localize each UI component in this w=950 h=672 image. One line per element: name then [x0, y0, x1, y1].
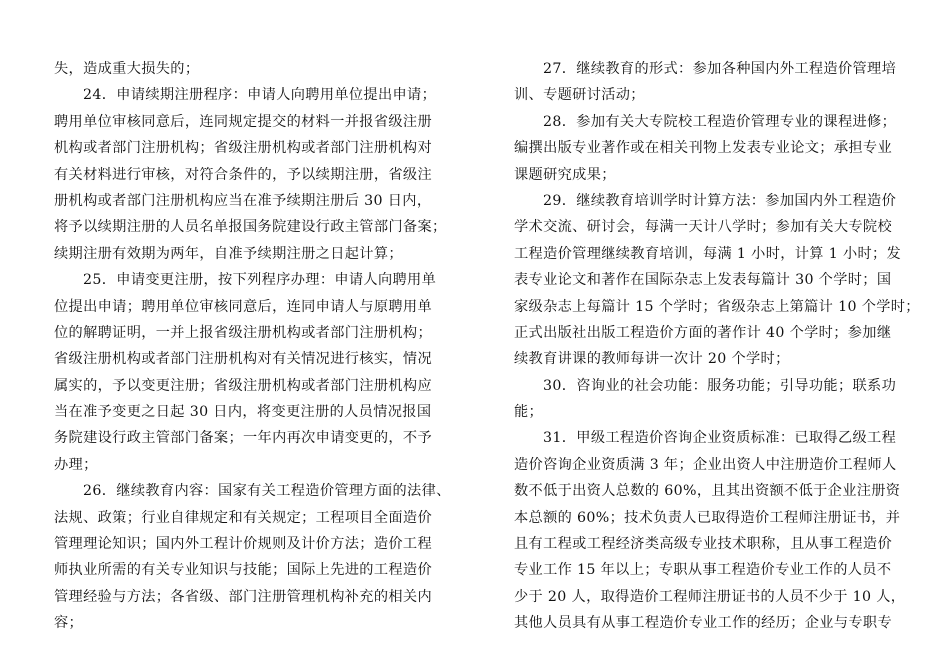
- text-line: 师执业所需的有关专业知识与技能；国际上先进的工程造价: [54, 562, 432, 579]
- text-line: 能；: [514, 404, 544, 421]
- text-line: 工程造价管理继续教育培训，每满 1 小时，计算 1 小时；发: [514, 245, 902, 262]
- text-line: 少于 20 人，取得造价工程师注册证书的人员不少于 10 人，: [514, 588, 906, 605]
- text-line: 专业工作 15 年以上；专职从事工程造价专业工作的人员不: [514, 562, 892, 579]
- text-line: 册机构或者部门注册机构应当在准予续期注册后 30 日内，: [54, 192, 432, 209]
- text-line: 位的解聘证明，一并上报省级注册机构或者部门注册机构；: [54, 324, 432, 341]
- text-line: 27．继续教育的形式：参加各种国内外工程造价管理培: [543, 61, 897, 77]
- text-line: 务院建设行政主管部门备案；一年内再次申请变更的，不予: [54, 430, 432, 447]
- text-line: 聘用单位审核同意后，连同规定提交的材料一并报省级注册: [54, 113, 432, 130]
- text-line: 训、专题研讨活动；: [514, 87, 645, 104]
- text-line: 法规、政策；行业自律规定和有关规定；工程项目全面造价: [54, 509, 432, 526]
- right-column: [514, 56, 920, 637]
- left-column: [54, 56, 456, 637]
- text-line: 家级杂志上每篇计 15 个学时；省级杂志上第篇计 10 个学时；: [514, 298, 920, 315]
- text-line: 31．甲级工程造价咨询企业资质标准：已取得乙级工程: [543, 430, 897, 447]
- text-line: 本总额的 60%；技术负责人已取得造价工程师注册证书，并: [514, 509, 901, 526]
- text-line: 省级注册机构或者部门注册机构对有关情况进行核实，情况: [54, 351, 432, 368]
- text-line: 管理理论知识；国内外工程计价规则及计价方法；造价工程: [54, 536, 432, 553]
- text-line: 续教育讲课的教师每讲一次计 20 个学时；: [514, 351, 790, 368]
- text-line: 办理；: [54, 456, 98, 473]
- text-line: 编撰出版专业著作或在相关刊物上发表专业论文；承担专业: [514, 140, 892, 157]
- text-line: 课题研究成果；: [514, 166, 616, 183]
- text-line: 续期注册有效期为两年，自准予续期注册之日起计算；: [54, 245, 403, 262]
- text-line: 30．咨询业的社会功能：服务功能；引导功能；联系功: [543, 377, 897, 394]
- text-line: 有关材料进行审核，对符合条件的，予以续期注册，省级注: [54, 166, 432, 183]
- text-line: 24．申请续期注册程序：申请人向聘用单位提出申请；: [83, 87, 437, 104]
- text-line: 失，造成重大损失的；: [54, 61, 200, 77]
- text-line: 位提出申请；聘用单位审核同意后，连同申请人与原聘用单: [54, 298, 432, 315]
- text-line: 其他人员具有从事工程造价专业工作的经历；企业与专职专: [514, 615, 892, 632]
- text-line: 当在准予变更之日起 30 日内，将变更注册的人员情况报国: [54, 404, 432, 421]
- text-line: 表专业论文和著作在国际杂志上发表每篇计 30 个学时；国: [514, 272, 892, 289]
- text-line: 管理经验与方法；各省级、部门注册管理机构补充的相关内: [54, 588, 432, 605]
- text-line: 数不低于出资人总数的 60%，且其出资额不低于企业注册资: [514, 483, 901, 500]
- text-line: 29．继续教育培训学时计算方法：参加国内外工程造价: [543, 192, 897, 209]
- text-line: 且有工程或工程经济类高级专业技术职称，且从事工程造价: [514, 536, 892, 553]
- text-line: 28．参加有关大专院校工程造价管理专业的课程进修；: [543, 113, 897, 130]
- text-line: 容；: [54, 615, 84, 632]
- text-line: 正式出版社出版工程造价方面的著作计 40 个学时；参加继: [514, 324, 892, 341]
- text-line: 将予以续期注册的人员名单报国务院建设行政主管部门备案；: [54, 219, 447, 236]
- text-line: 造价咨询企业资质满 3 年；企业出资人中注册造价工程师人: [514, 456, 897, 473]
- text-line: 26．继续教育内容：国家有关工程造价管理方面的法律、: [83, 483, 451, 500]
- text-line: 属实的，予以变更注册；省级注册机构或者部门注册机构应: [54, 377, 432, 394]
- text-line: 学术交流、研讨会，每满一天计八学时；参加有关大专院校: [514, 219, 892, 236]
- text-line: 25．申请变更注册，按下列程序办理：申请人向聘用单: [83, 272, 437, 289]
- text-line: 机构或者部门注册机构；省级注册机构或者部门注册机构对: [54, 140, 432, 157]
